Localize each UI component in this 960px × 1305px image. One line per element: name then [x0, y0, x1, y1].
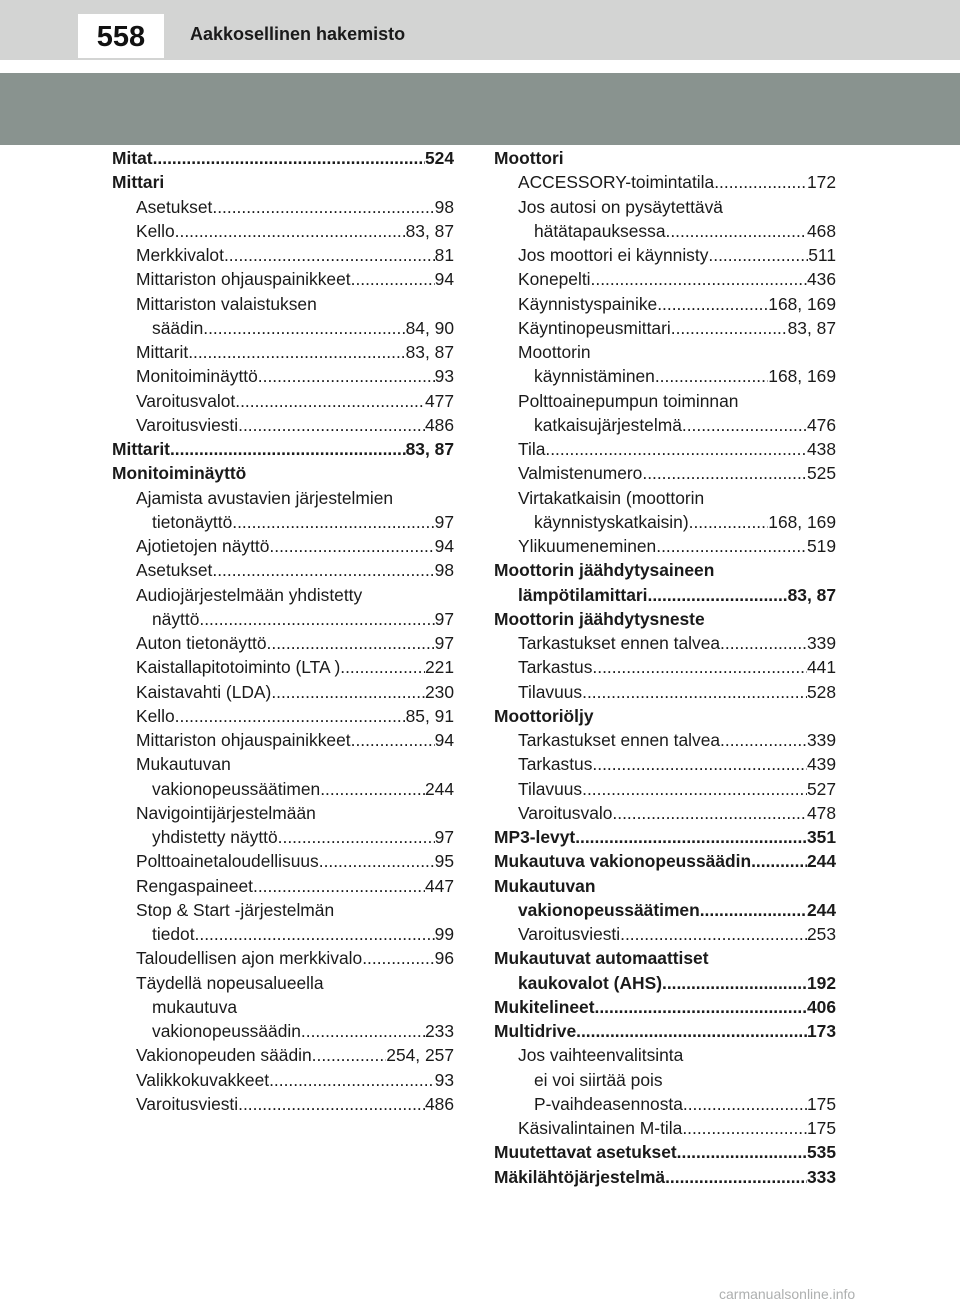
index-entry [112, 389, 454, 413]
index-entry-page: 511 [808, 245, 836, 265]
index-entry [112, 558, 454, 582]
dot-leader [340, 655, 425, 679]
dot-leader [648, 583, 788, 607]
dot-leader [582, 777, 807, 801]
index-entry-page: 486 [424, 414, 454, 435]
index-entry [494, 195, 836, 219]
index-entry [494, 801, 836, 825]
index-entry [494, 704, 836, 728]
index-entry [494, 292, 836, 316]
index-entry-text: Mittarit [136, 342, 189, 362]
index-entry-page: 221 [424, 657, 454, 678]
index-entry-text: hätätapauksessa [534, 220, 666, 241]
index-entry-page: 172 [806, 172, 836, 193]
index-entry-page: 96 [434, 948, 454, 969]
index-entry-text: Mittariston ohjauspainikkeet [136, 269, 351, 290]
index-entry [112, 267, 454, 291]
dot-leader [720, 631, 807, 655]
index-entry-page: 95 [434, 851, 454, 872]
index-entry-text: Rengaspaineet [136, 875, 253, 896]
index-entry-text: Jos autosi on pysäytettävä [518, 196, 723, 217]
index-entry-page: 97 [434, 608, 454, 629]
index-entry [112, 510, 454, 534]
index-entry-page: 97 [434, 827, 454, 847]
index-entry [112, 874, 454, 898]
index-entry-text: Tarkastukset ennen talvea [518, 730, 721, 750]
index-entry-page: 253 [806, 924, 836, 944]
index-entry-text: Tila [518, 439, 546, 459]
dot-leader [301, 1019, 425, 1043]
index-entry-page: 168, 169 [768, 366, 836, 387]
index-entry [112, 922, 454, 946]
index-entry-text: Mittarit [112, 439, 170, 459]
index-entry-text: Muutettavat asetukset [494, 1142, 677, 1163]
index-entry-text: P-vaihdeasennosta [534, 1093, 683, 1114]
index-entry [112, 607, 454, 631]
index-entry-page: 93 [434, 366, 454, 387]
dot-leader [351, 267, 435, 291]
index-entry-page: 230 [424, 681, 454, 702]
dot-leader [175, 219, 406, 243]
index-entry [494, 825, 836, 849]
index-entry-page: 83, 87 [787, 317, 836, 338]
index-entry [494, 583, 836, 607]
index-column-right [494, 146, 836, 1189]
index-entry-text: Tarkastus [518, 754, 593, 775]
index-entry [494, 1165, 836, 1189]
dot-leader [595, 995, 807, 1019]
index-entry [494, 243, 836, 267]
index-entry-page: 438 [806, 439, 836, 459]
index-entry-text: kaukovalot (AHS) [518, 972, 662, 993]
index-entry-page: 447 [424, 875, 454, 896]
index-entry-page: 85, 91 [405, 705, 454, 726]
dot-leader [682, 413, 807, 437]
index-entry [112, 340, 454, 364]
index-entry-text: Käyntinopeusmittari [518, 317, 671, 338]
index-entry-page: 351 [806, 827, 836, 847]
index-entry [494, 219, 836, 243]
index-entry-text: Mukautuvat automaattiset [494, 948, 709, 969]
index-entry-text: Mitat [112, 148, 153, 168]
index-entry-text: Mittariston valaistuksen [136, 293, 317, 314]
index-entry-text: Valikkokuvakkeet [136, 1069, 270, 1090]
index-entry-text: Varoitusvalot [136, 390, 236, 411]
dot-leader [576, 1019, 807, 1043]
index-entry [112, 461, 454, 485]
dot-leader [195, 922, 435, 946]
index-entry [494, 655, 836, 679]
dot-leader [751, 849, 807, 873]
dot-leader [362, 946, 434, 970]
index-entry-page: 83, 87 [405, 342, 454, 362]
dot-leader [212, 558, 434, 582]
dot-leader [700, 898, 807, 922]
index-entry-text: Moottori [494, 148, 564, 168]
index-entry-page: 81 [434, 245, 454, 265]
index-entry-text: mukautuva [152, 996, 238, 1017]
dot-leader [677, 1140, 807, 1164]
index-entry-page: 525 [806, 463, 836, 484]
index-entry [494, 874, 836, 898]
dot-leader [656, 534, 807, 558]
dot-leader [269, 1068, 435, 1092]
index-entry [494, 413, 836, 437]
index-entry [494, 922, 836, 946]
index-entry-page: 436 [806, 269, 836, 290]
dot-leader [175, 704, 406, 728]
index-entry [494, 146, 836, 170]
index-entry-text: Asetukset [136, 560, 213, 581]
index-entry [494, 389, 836, 413]
index-entry-text: Taloudellisen ajon merkkivalo [136, 948, 363, 969]
index-entry-page: 406 [806, 996, 836, 1017]
index-entry-page: 173 [806, 1021, 836, 1041]
dot-leader [575, 825, 807, 849]
index-entry-page: 94 [434, 536, 454, 556]
dot-leader [620, 922, 807, 946]
index-entry-text: Jos moottori ei käynnisty [518, 245, 709, 265]
index-entry [494, 1019, 836, 1043]
index-entry [112, 728, 454, 752]
index-entry-page: 478 [806, 802, 836, 823]
index-entry [494, 849, 836, 873]
index-entry-text: Polttoainetaloudellisuus [136, 851, 319, 872]
dot-leader [238, 1092, 425, 1116]
dot-leader [188, 340, 405, 364]
index-entry [494, 461, 836, 485]
dot-leader [320, 777, 425, 801]
index-entry-text: Kaistallapitotoiminto (LTA ) [136, 657, 341, 678]
header-bar [0, 0, 960, 60]
index-entry [494, 340, 836, 364]
index-entry-page: 339 [806, 730, 836, 750]
index-entry [494, 631, 836, 655]
dot-leader [655, 364, 768, 388]
index-entry-page: 339 [806, 633, 836, 653]
index-entry-page: 175 [806, 1093, 836, 1114]
index-entry-text: Merkkivalot [136, 245, 224, 265]
index-entry [112, 898, 454, 922]
index-entry-text: Tilavuus [518, 681, 583, 702]
index-entry-text: ei voi siirtää pois [534, 1069, 663, 1090]
index-entry-page: 168, 169 [768, 293, 836, 314]
index-entry [112, 146, 454, 170]
index-entry [112, 752, 454, 776]
index-entry-page: 477 [424, 390, 454, 411]
index-column-left [112, 146, 454, 1116]
dot-leader [714, 170, 807, 194]
index-entry-text: Stop & Start -järjestelmän [136, 899, 335, 920]
index-entry-text: Mukitelineet [494, 996, 595, 1017]
index-entry-text: Multidrive [494, 1021, 577, 1041]
dot-leader [665, 1165, 807, 1189]
dot-leader [312, 1043, 387, 1067]
index-entry [494, 364, 836, 388]
index-entry-text: Mittariston ohjauspainikkeet [136, 730, 351, 750]
page-number: 558 [78, 14, 164, 58]
index-entry-page: 94 [434, 730, 454, 750]
index-entry-text: näyttö [152, 608, 200, 629]
dot-leader [235, 389, 425, 413]
index-entry [494, 752, 836, 776]
index-entry [494, 607, 836, 631]
dot-leader [720, 728, 807, 752]
index-entry-text: Monitoiminäyttö [136, 366, 258, 387]
index-entry-text: vakionopeussäätimen [518, 899, 700, 920]
watermark: carmanualsonline.info [719, 1286, 856, 1302]
index-entry-text: Varoitusvalo [518, 802, 613, 823]
index-entry-text: vakionopeussäätimen [152, 778, 321, 799]
index-entry-page: 244 [806, 899, 836, 920]
dot-leader [662, 971, 807, 995]
index-entry-page: 168, 169 [768, 511, 836, 532]
index-entry [112, 292, 454, 316]
index-entry-text: Konepelti [518, 269, 591, 290]
dot-leader [269, 534, 434, 558]
index-entry [494, 267, 836, 291]
index-entry [112, 486, 454, 510]
index-entry-text: Jos vaihteenvalitsinta [518, 1045, 684, 1066]
index-entry [112, 437, 454, 461]
index-entry-text: Varoitusviesti [518, 924, 621, 944]
index-entry [494, 1068, 836, 1092]
index-entry [112, 655, 454, 679]
index-entry-text: Käsivalintainen M-tila [518, 1118, 683, 1138]
index-entry-text: Mittari [112, 172, 165, 193]
index-entry-text: tiedot [152, 924, 195, 944]
index-entry [494, 946, 836, 970]
dot-leader [267, 631, 435, 655]
index-entry-text: vakionopeussäädin [152, 1021, 301, 1041]
index-entry-page: 244 [424, 778, 454, 799]
index-entry-page: 441 [806, 657, 836, 678]
index-entry-text: Asetukset [136, 196, 213, 217]
dot-leader [170, 437, 406, 461]
dot-leader [642, 461, 807, 485]
index-entry-page: 97 [434, 511, 454, 532]
index-entry-text: ACCESSORY-toimintatila [518, 172, 715, 193]
dot-leader [278, 825, 435, 849]
index-entry [112, 195, 454, 219]
index-entry-page: 535 [806, 1142, 836, 1163]
index-entry-page: 439 [806, 754, 836, 775]
index-entry [494, 1043, 836, 1067]
index-entry-text: säädin [152, 317, 204, 338]
dot-leader [271, 680, 425, 704]
index-entry-text: Valmistenumero [518, 463, 643, 484]
index-entry-text: Audiojärjestelmään yhdistetty [136, 584, 363, 605]
dot-leader [592, 655, 807, 679]
dot-leader [203, 316, 405, 340]
index-entry-text: MP3-levyt [494, 827, 576, 847]
index-entry [112, 316, 454, 340]
dot-leader [238, 413, 425, 437]
index-entry-text: Monitoiminäyttö [112, 463, 247, 484]
index-entry-page: 99 [434, 924, 454, 944]
index-entry [112, 170, 454, 194]
index-entry-text: Tarkastukset ennen talvea [518, 633, 721, 653]
index-entry-text: katkaisujärjestelmä [534, 414, 682, 435]
index-entry-page: 192 [806, 972, 836, 993]
index-entry-page: 175 [806, 1118, 836, 1138]
dot-leader [582, 680, 807, 704]
index-entry [494, 558, 836, 582]
dot-leader [708, 243, 808, 267]
index-entry-text: käynnistäminen [534, 366, 655, 387]
index-entry [494, 971, 836, 995]
index-entry [494, 1092, 836, 1116]
index-entry [112, 631, 454, 655]
dot-leader [682, 1116, 807, 1140]
dot-leader [258, 364, 435, 388]
index-entry [494, 534, 836, 558]
dot-leader [683, 1092, 807, 1116]
index-entry-text: Kello [136, 705, 175, 726]
index-entry-text: Virtakatkaisin (moottorin [518, 487, 705, 508]
dot-leader [153, 146, 425, 170]
index-entry-text: Ylikuumeneminen [518, 536, 657, 556]
index-entry-page: 94 [434, 269, 454, 290]
index-entry-page: 476 [806, 414, 836, 435]
index-entry-text: Vakionopeuden säädin [136, 1045, 312, 1066]
dot-leader [224, 243, 435, 267]
dot-leader [351, 728, 435, 752]
index-entry [494, 995, 836, 1019]
index-entry-text: Käynnistyspainike [518, 293, 658, 314]
dot-leader [232, 510, 434, 534]
index-entry [112, 971, 454, 995]
index-entry-text: Moottorin jäähdytysaineen [494, 560, 715, 581]
index-entry-page: 83, 87 [787, 584, 836, 605]
section-banner [0, 73, 960, 145]
index-entry [112, 849, 454, 873]
index-entry-text: Moottoriöljy [494, 705, 594, 726]
dot-leader [199, 607, 434, 631]
dot-leader [253, 874, 425, 898]
index-entry-page: 83, 87 [405, 439, 454, 459]
index-entry [112, 583, 454, 607]
index-entry-text: yhdistetty näyttö [152, 827, 278, 847]
index-entry-text: tietonäyttö [152, 511, 233, 532]
index-entry-page: 486 [424, 1093, 454, 1114]
index-entry [112, 680, 454, 704]
dot-leader [666, 219, 807, 243]
index-entry [112, 1019, 454, 1043]
index-entry-page: 524 [424, 148, 454, 168]
dot-leader [612, 801, 807, 825]
index-entry-text: Varoitusviesti [136, 1093, 239, 1114]
index-entry-text: Kaistavahti (LDA) [136, 681, 272, 702]
index-entry [494, 728, 836, 752]
index-entry-text: Ajotietojen näyttö [136, 536, 270, 556]
index-entry [494, 316, 836, 340]
index-entry-page: 233 [424, 1021, 454, 1041]
index-entry [112, 1043, 454, 1067]
index-entry [112, 219, 454, 243]
index-entry [494, 777, 836, 801]
index-entry-text: Polttoainepumpun toiminnan [518, 390, 739, 411]
index-entry-text: Kello [136, 220, 175, 241]
index-entry [112, 946, 454, 970]
index-entry-text: Ajamista avustavien järjestelmien [136, 487, 394, 508]
index-entry-text: Moottorin [518, 342, 591, 362]
index-entry [112, 995, 454, 1019]
index-entry [112, 413, 454, 437]
index-entry-page: 519 [806, 536, 836, 556]
index-entry-page: 83, 87 [405, 220, 454, 241]
index-entry-page: 254, 257 [386, 1045, 454, 1066]
dot-leader [319, 849, 435, 873]
index-entry-page: 98 [434, 560, 454, 581]
index-entry-page: 97 [434, 633, 454, 653]
index-entry-page: 333 [806, 1166, 836, 1187]
index-entry [494, 510, 836, 534]
dot-leader [657, 292, 768, 316]
index-entry-text: Varoitusviesti [136, 414, 239, 435]
index-entry [112, 801, 454, 825]
index-entry [112, 364, 454, 388]
index-entry-text: Mukautuvan [494, 875, 596, 896]
index-entry [494, 1140, 836, 1164]
index-entry [112, 1092, 454, 1116]
index-entry-page: 98 [434, 196, 454, 217]
index-entry-text: Mukautuvan [136, 754, 231, 775]
index-entry-text: Auton tietonäyttö [136, 633, 267, 653]
index-entry-text: käynnistyskatkaisin) [534, 511, 689, 532]
index-entry-page: 84, 90 [405, 317, 454, 338]
index-entry-text: Tarkastus [518, 657, 593, 678]
dot-leader [591, 267, 807, 291]
dot-leader [592, 752, 807, 776]
index-entry [494, 680, 836, 704]
dot-leader [545, 437, 807, 461]
index-entry [494, 437, 836, 461]
section-title: Aakkosellinen hakemisto [190, 24, 406, 44]
dot-leader [671, 316, 788, 340]
index-entry [112, 243, 454, 267]
index-entry [112, 777, 454, 801]
index-entry-page: 468 [806, 220, 836, 241]
index-entry-page: 93 [434, 1069, 454, 1090]
index-entry [494, 486, 836, 510]
index-entry-text: Mäkilähtöjärjestelmä [494, 1166, 666, 1187]
dot-leader [689, 510, 769, 534]
index-entry-text: Moottorin jäähdytysneste [494, 608, 705, 629]
index-entry-text: lämpötilamittari [518, 584, 648, 605]
index-entry-page: 528 [806, 681, 836, 702]
index-entry [112, 704, 454, 728]
index-entry [494, 1116, 836, 1140]
index-entry [112, 534, 454, 558]
index-entry-page: 244 [806, 851, 836, 872]
index-entry-text: Mukautuva vakionopeussäädin [494, 851, 752, 872]
index-entry [494, 898, 836, 922]
index-entry [112, 825, 454, 849]
index-entry-text: Täydellä nopeusalueella [136, 972, 324, 993]
dot-leader [212, 195, 434, 219]
index-entry-text: Tilavuus [518, 778, 583, 799]
index-entry [112, 1068, 454, 1092]
index-entry-text: Navigointijärjestelmään [136, 802, 316, 823]
index-entry [494, 170, 836, 194]
index-entry-page: 527 [806, 778, 836, 799]
